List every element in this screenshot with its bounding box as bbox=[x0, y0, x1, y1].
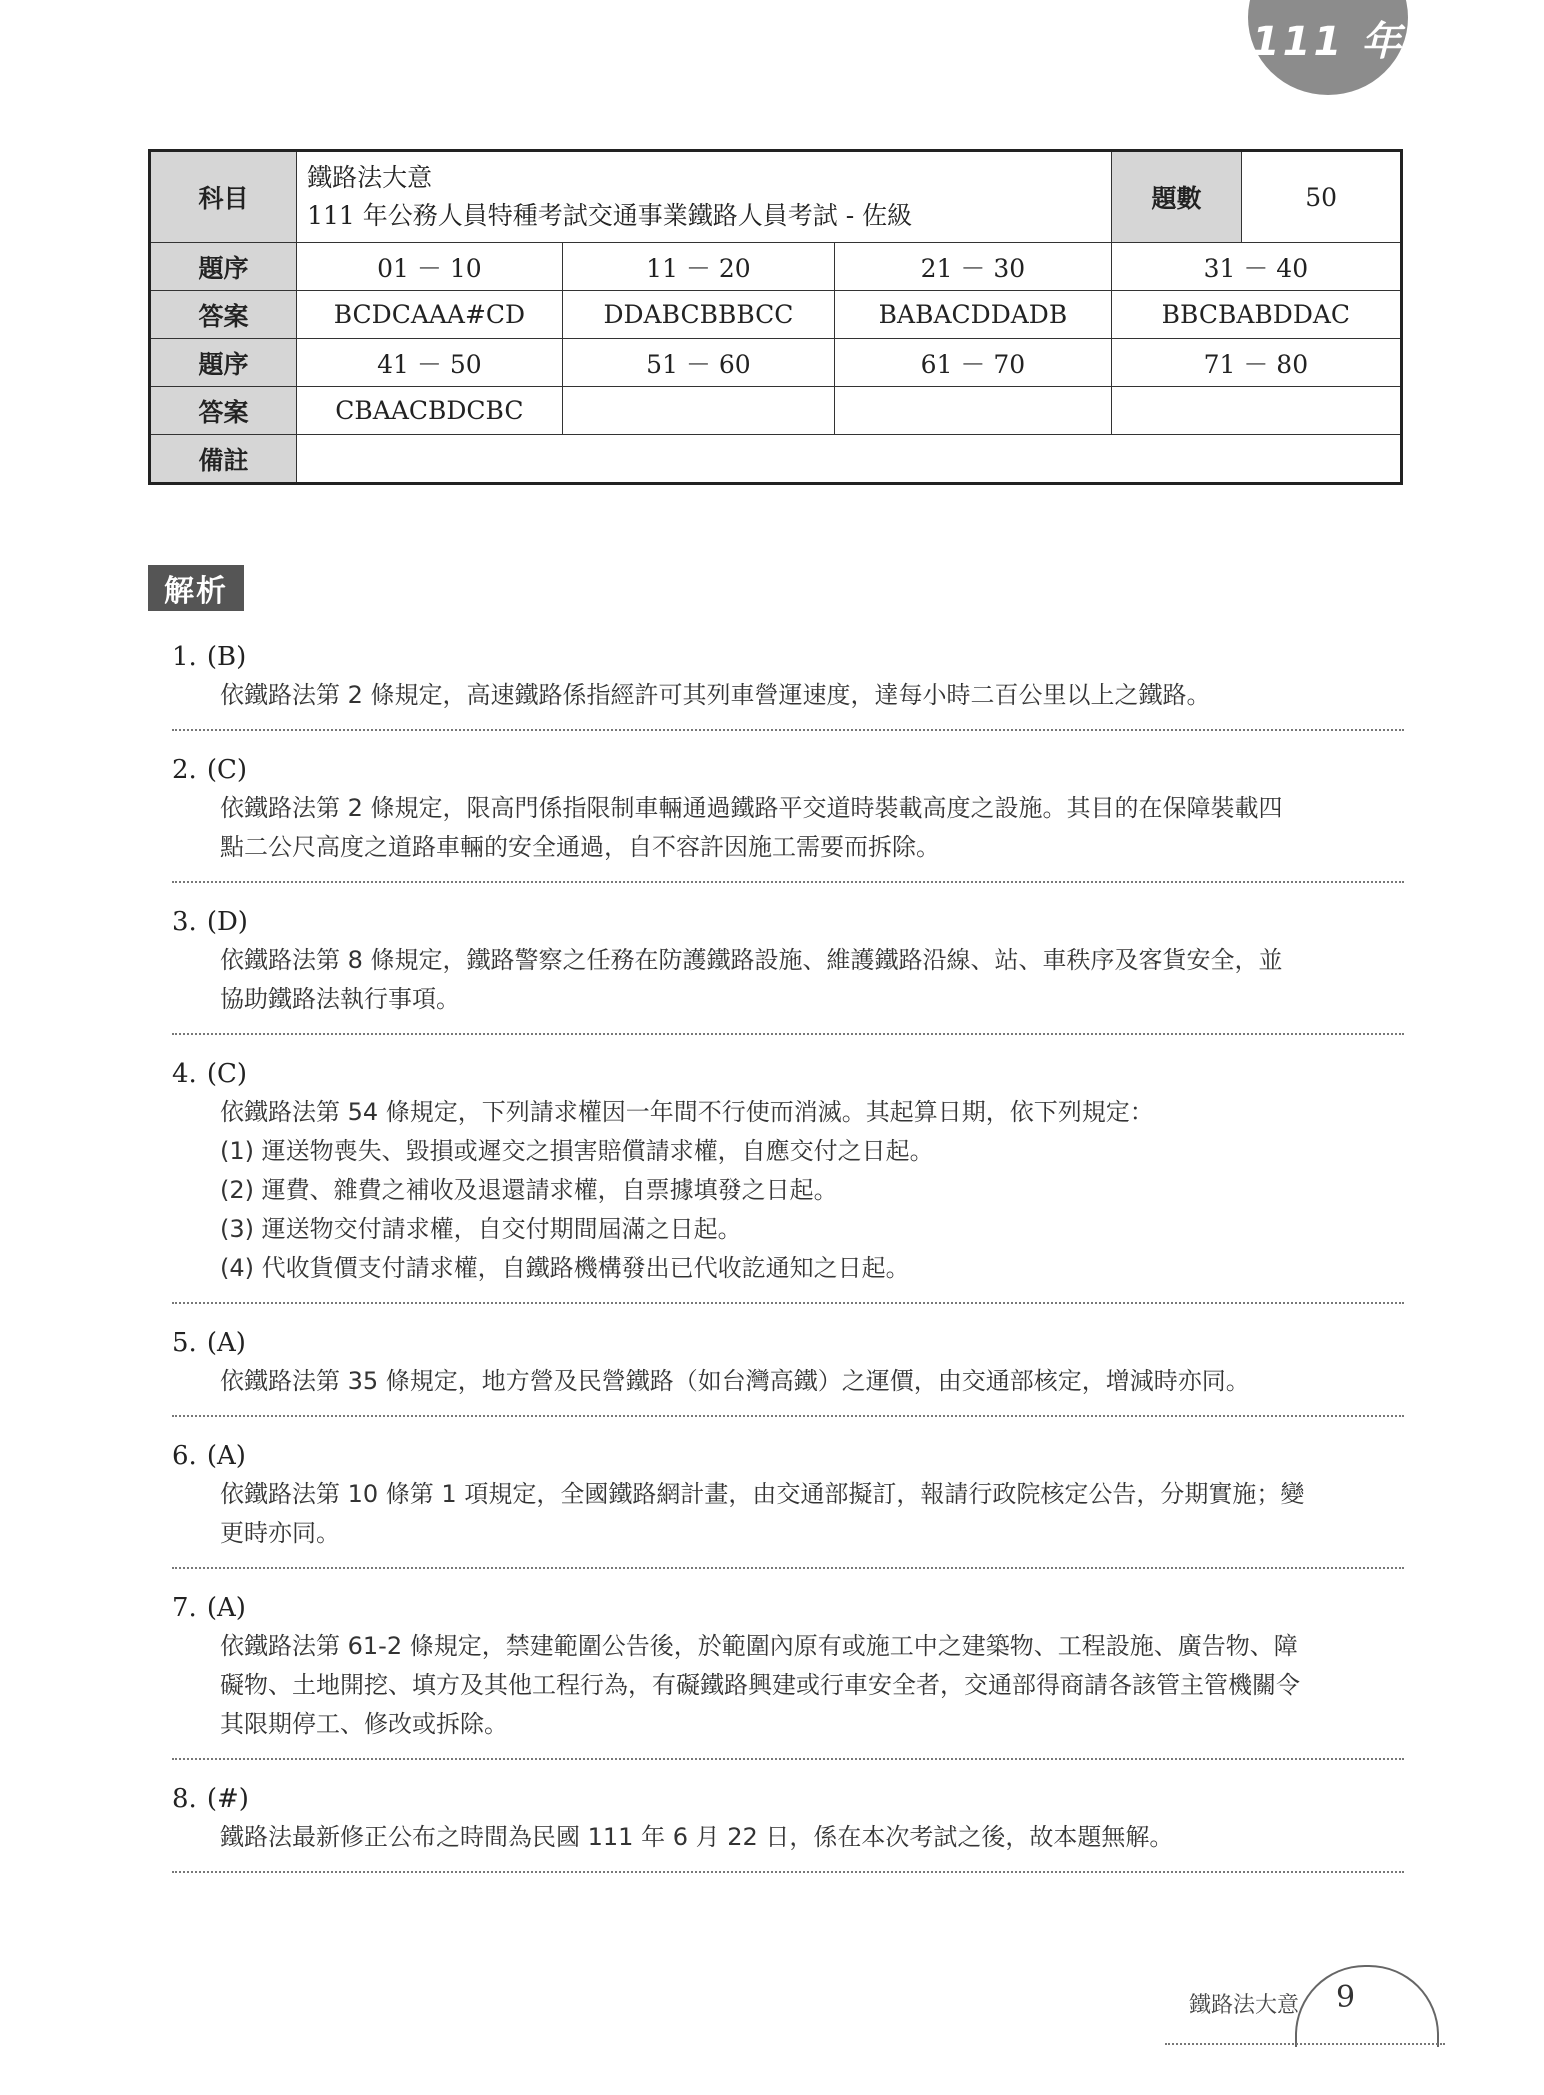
answer-cell bbox=[835, 387, 1111, 435]
explanation-text: 礙物、土地開挖、填方及其他工程行為，有礙鐵路興建或行車安全者，交通部得商請各該管主管機關令 bbox=[220, 1671, 1300, 1699]
answer-header: 答案 bbox=[150, 291, 297, 339]
answer-cell: BABACDDADB bbox=[835, 291, 1111, 339]
question-number: 2. bbox=[172, 755, 197, 785]
explanation-list bbox=[172, 638, 1404, 1893]
subject-cell bbox=[297, 151, 1112, 243]
order-row-1 bbox=[150, 243, 1402, 291]
question-number: 1. bbox=[172, 642, 197, 672]
question-number-row bbox=[172, 1437, 1404, 1475]
question-number: 6. bbox=[172, 1441, 197, 1471]
question-number: 5. bbox=[172, 1328, 197, 1358]
answer-table bbox=[148, 149, 1403, 485]
explanation-item bbox=[172, 903, 1404, 1035]
count-header: 題數 bbox=[1111, 151, 1242, 243]
exam-name: 111 年公務人員特種考試交通事業鐵路人員考試 - 佐級 bbox=[307, 201, 913, 230]
range-cell: 21 － 30 bbox=[835, 243, 1111, 291]
explanation-text: 依鐵路法第 8 條規定，鐵路警察之任務在防護鐵路設施、維護鐵路沿線、站、車秩序及客貨安全，並 bbox=[220, 946, 1283, 974]
answer-cell bbox=[562, 387, 835, 435]
explanation-text: 其限期停工、修改或拆除。 bbox=[220, 1710, 508, 1738]
explanation-text: 依鐵路法第 2 條規定，高速鐵路係指經許可其列車營運速度，達每小時二百公里以上之鐵路。 bbox=[220, 681, 1211, 709]
explanation-item bbox=[172, 1437, 1404, 1569]
question-number-row bbox=[172, 1055, 1404, 1093]
question-answer: (#) bbox=[206, 1784, 249, 1814]
explanation-text: 鐵路法最新修正公布之時間為民國 111 年 6 月 22 日，係在本次考試之後，故本題無解。 bbox=[220, 1823, 1174, 1851]
order-header: 題序 bbox=[150, 339, 297, 387]
order-header: 題序 bbox=[150, 243, 297, 291]
answer-cell: BBCBABDDAC bbox=[1111, 291, 1401, 339]
question-answer: (C) bbox=[206, 755, 247, 785]
question-number-row bbox=[172, 1589, 1404, 1627]
subject-row bbox=[150, 151, 1402, 243]
subject-header: 科目 bbox=[150, 151, 297, 243]
answer-row-1 bbox=[150, 291, 1402, 339]
explanation-item bbox=[172, 1589, 1404, 1760]
explanation-text: 更時亦同。 bbox=[220, 1519, 340, 1547]
explanation-text: 依鐵路法第 10 條第 1 項規定，全國鐵路網計畫，由交通部擬訂，報請行政院核定公告，分期實施；變 bbox=[220, 1480, 1305, 1508]
answer-header: 答案 bbox=[150, 387, 297, 435]
count-value: 50 bbox=[1242, 151, 1402, 243]
explanation-item bbox=[172, 751, 1404, 883]
explanation-item bbox=[172, 1780, 1404, 1873]
question-number-row bbox=[172, 1324, 1404, 1362]
footer-divider bbox=[1165, 2043, 1445, 2045]
remark-cell bbox=[297, 435, 1402, 484]
question-answer: (A) bbox=[206, 1593, 246, 1623]
explanation-text: 協助鐵路法執行事項。 bbox=[220, 985, 460, 1013]
explanation-item bbox=[172, 1055, 1404, 1304]
footer-title: 鐵路法大意 bbox=[1189, 1993, 1300, 2018]
explanation-text: (1) 運送物喪失、毀損或遲交之損害賠償請求權，自應交付之日起。 bbox=[220, 1137, 934, 1165]
year-tab-label: 111 年 bbox=[1251, 19, 1405, 65]
explanation-text: (3) 運送物交付請求權，自交付期間屆滿之日起。 bbox=[220, 1215, 742, 1243]
answer-cell: CBAACBDCBC bbox=[297, 387, 563, 435]
question-number: 4. bbox=[172, 1059, 197, 1089]
range-cell: 41 － 50 bbox=[297, 339, 563, 387]
question-number-row bbox=[172, 751, 1404, 789]
question-answer: (A) bbox=[206, 1441, 246, 1471]
subject-name: 鐵路法大意 bbox=[307, 163, 433, 192]
explanation-text: 點二公尺高度之道路車輛的安全通過，自不容許因施工需要而拆除。 bbox=[220, 833, 940, 861]
question-number-row bbox=[172, 903, 1404, 941]
explanation-item bbox=[172, 638, 1404, 731]
footer-arc bbox=[1295, 1965, 1439, 2047]
question-number: 7. bbox=[172, 1593, 197, 1623]
remark-row bbox=[150, 435, 1402, 484]
range-cell: 31 － 40 bbox=[1111, 243, 1401, 291]
remark-header: 備註 bbox=[150, 435, 297, 484]
question-number: 3. bbox=[172, 907, 197, 937]
range-cell: 11 － 20 bbox=[562, 243, 835, 291]
question-number: 8. bbox=[172, 1784, 197, 1814]
explanation-item bbox=[172, 1324, 1404, 1417]
explanation-text: (2) 運費、雜費之補收及退還請求權，自票據填發之日起。 bbox=[220, 1176, 838, 1204]
answer-cell: DDABCBBBCC bbox=[562, 291, 835, 339]
explanation-text: 依鐵路法第 61-2 條規定，禁建範圍公告後，於範圍內原有或施工中之建築物、工程設施、廣告物、障 bbox=[220, 1632, 1298, 1660]
question-number-row bbox=[172, 1780, 1404, 1818]
range-cell: 01 － 10 bbox=[297, 243, 563, 291]
question-answer: (A) bbox=[206, 1328, 246, 1358]
explanation-text: 依鐵路法第 35 條規定，地方營及民營鐵路（如台灣高鐵）之運價，由交通部核定，增減時亦同。 bbox=[220, 1367, 1250, 1395]
answer-cell bbox=[1111, 387, 1401, 435]
question-answer: (D) bbox=[206, 907, 248, 937]
section-title: 解析 bbox=[148, 565, 244, 611]
question-answer: (C) bbox=[206, 1059, 247, 1089]
explanation-text: 依鐵路法第 54 條規定，下列請求權因一年間不行使而消滅。其起算日期，依下列規定： bbox=[220, 1098, 1154, 1126]
question-number-row bbox=[172, 638, 1404, 676]
range-cell: 51 － 60 bbox=[562, 339, 835, 387]
question-answer: (B) bbox=[206, 642, 247, 672]
answer-cell: BCDCAAA#CD bbox=[297, 291, 563, 339]
answer-row-2 bbox=[150, 387, 1402, 435]
range-cell: 71 － 80 bbox=[1111, 339, 1401, 387]
page-number: 9 bbox=[1336, 1980, 1356, 2015]
explanation-text: 依鐵路法第 2 條規定，限高門係指限制車輛通過鐵路平交道時裝載高度之設施。其目的在保障裝載四 bbox=[220, 794, 1283, 822]
range-cell: 61 － 70 bbox=[835, 339, 1111, 387]
year-tab bbox=[1248, 0, 1408, 95]
order-row-2 bbox=[150, 339, 1402, 387]
explanation-text: (4) 代收貨價支付請求權，自鐵路機構發出已代收訖通知之日起。 bbox=[220, 1254, 910, 1282]
